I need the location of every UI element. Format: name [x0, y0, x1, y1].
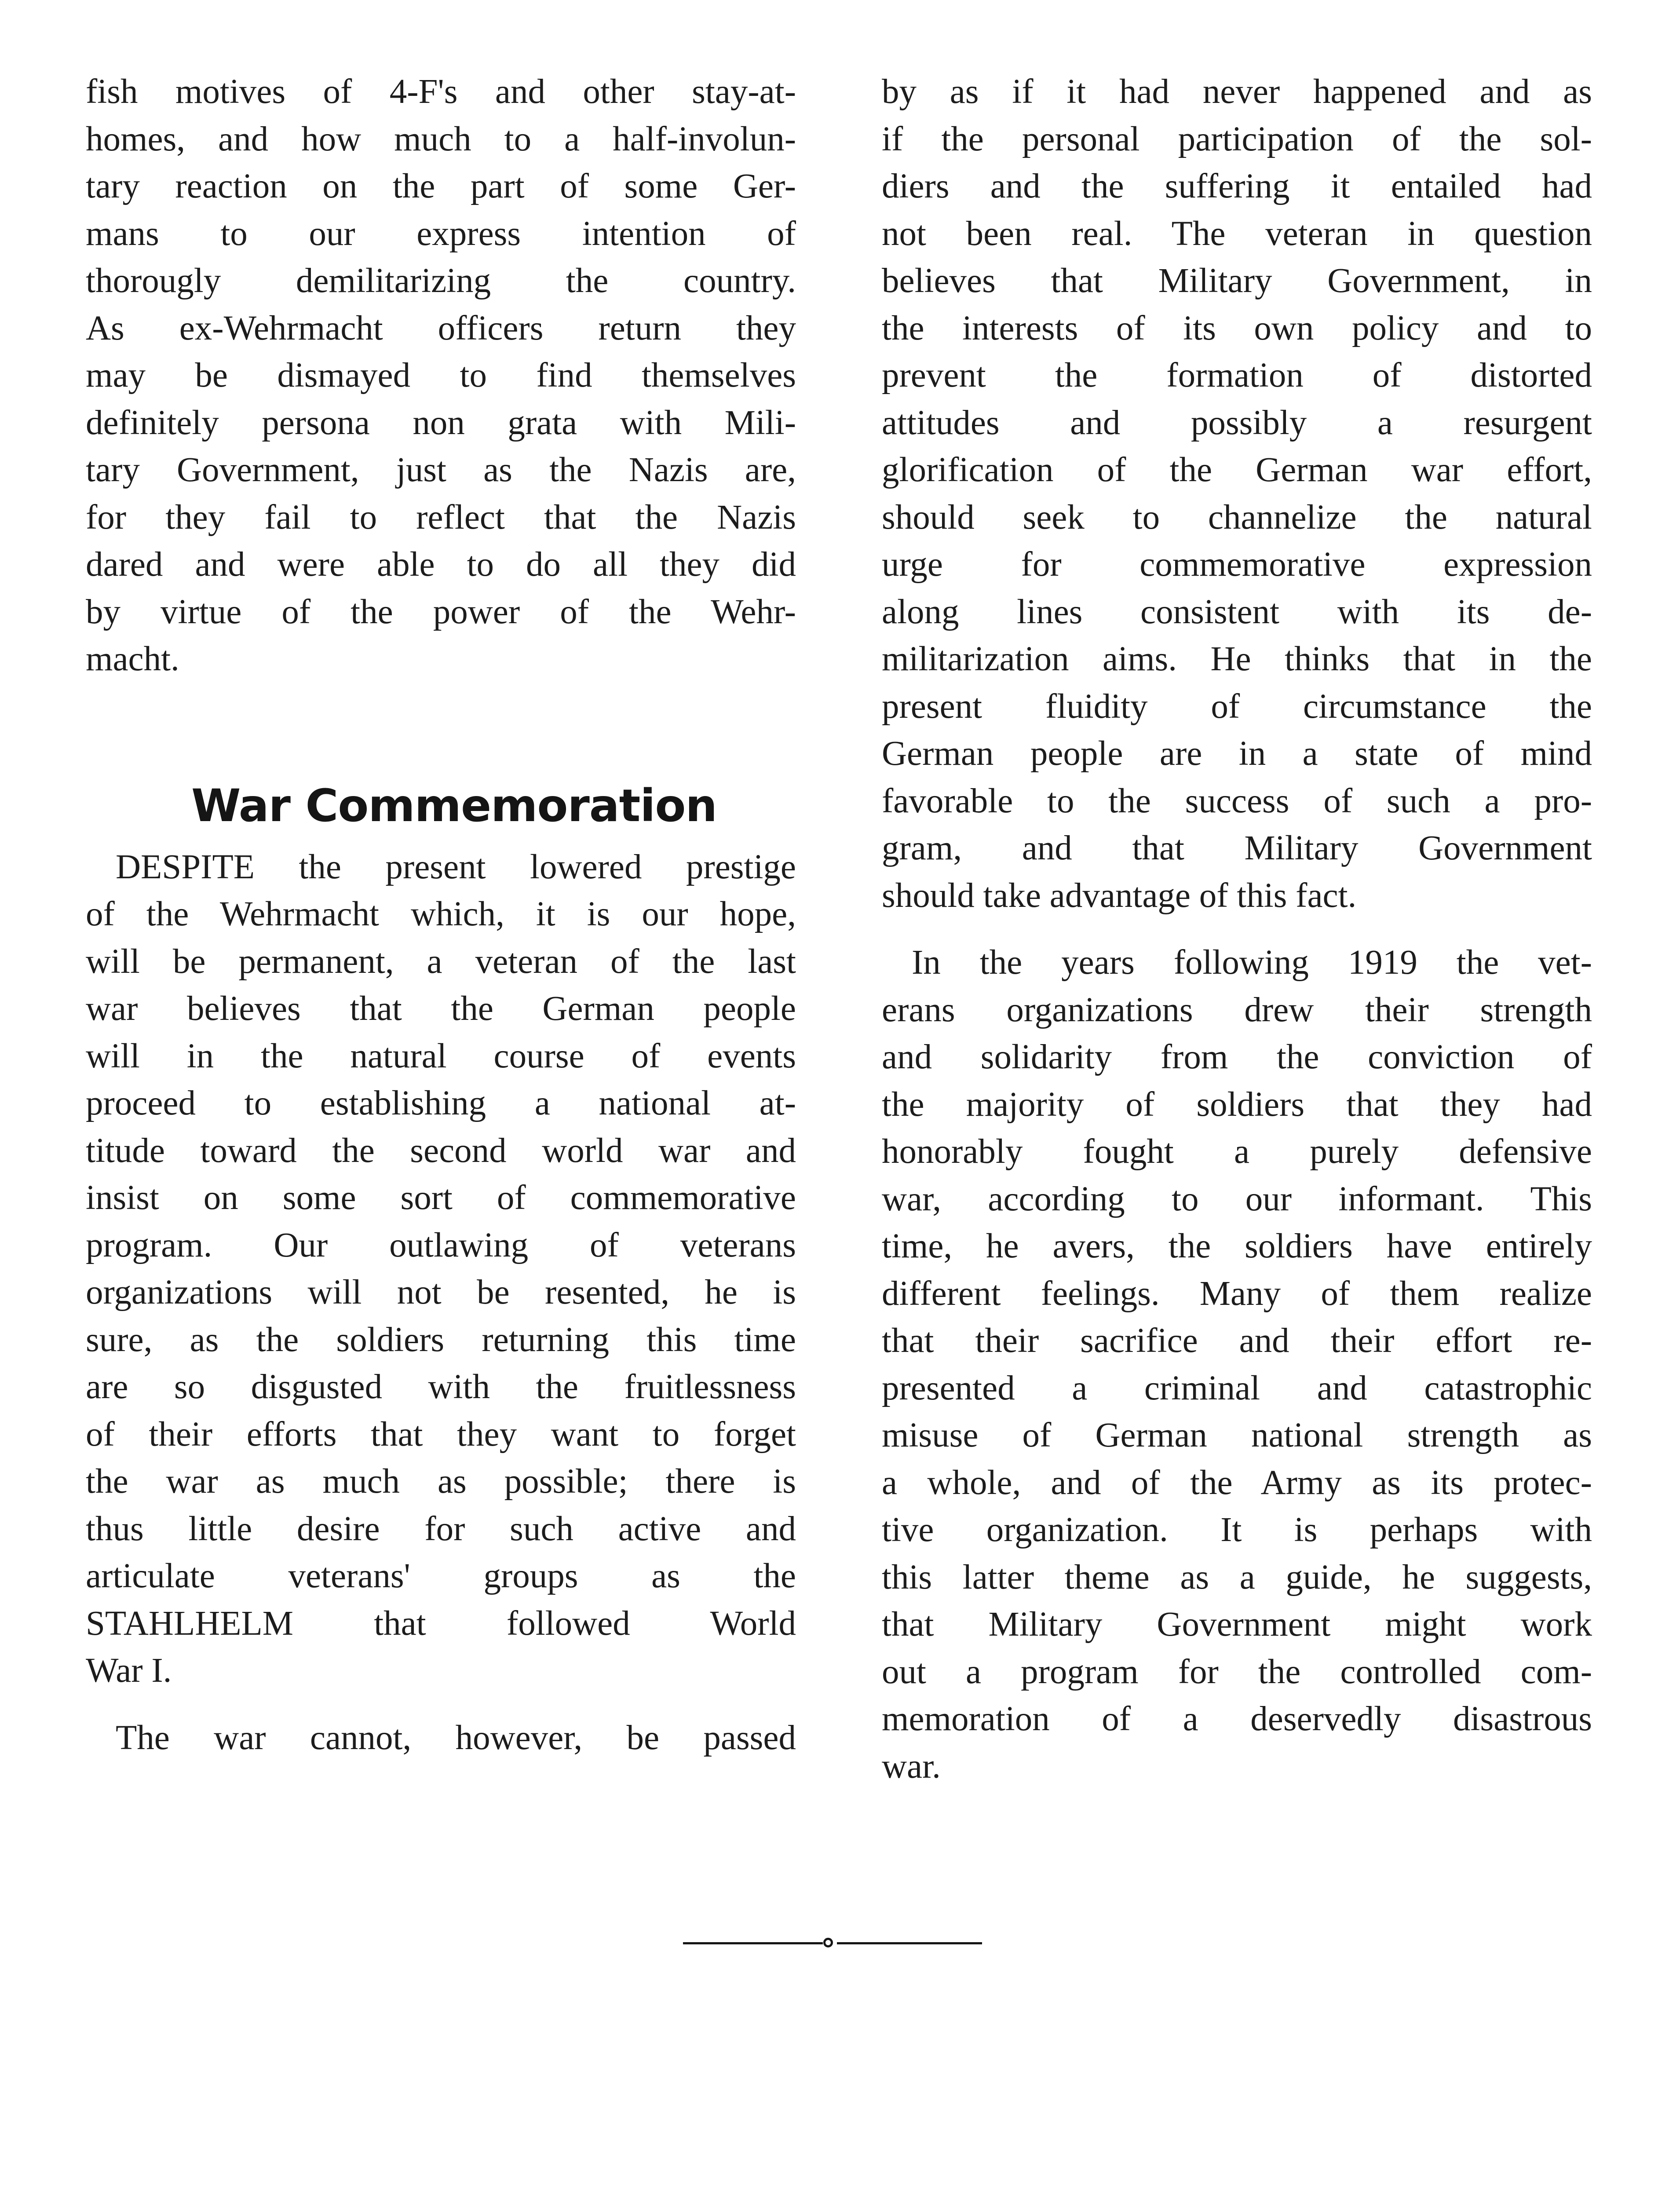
left-paragraph-1: [86, 68, 796, 683]
text-line: tary Government, just as the Nazis are,: [86, 451, 796, 489]
text-line: favorable to the success of such a pro-: [882, 782, 1592, 820]
text-line: war, according to our informant. This: [882, 1180, 1592, 1218]
text-line: the war as much as possible; there is: [86, 1462, 796, 1501]
text-line: that their sacrifice and their effort re-: [882, 1322, 1592, 1360]
text-line: this latter theme as a guide, he suggests,: [882, 1558, 1592, 1596]
text-line: mans to our express intention of: [86, 214, 796, 253]
text-line: War I.: [86, 1651, 172, 1690]
text-line: thorougly demilitarizing the country.: [86, 262, 796, 300]
text-line: will in the natural course of events: [86, 1037, 796, 1075]
text-line: program. Our outlawing of veterans: [86, 1226, 796, 1264]
right-column: [882, 68, 1592, 1790]
text-line: out a program for the controlled com-: [882, 1652, 1592, 1691]
text-line: urge for commemorative expression: [882, 545, 1592, 584]
text-line: thus little desire for such active and: [86, 1509, 796, 1548]
section-heading: War Commemoration: [191, 779, 717, 832]
text-line: honorably fought a purely defensive: [882, 1132, 1592, 1171]
text-line: titude toward the second world war and: [86, 1131, 796, 1170]
text-line: and solidarity from the conviction of: [882, 1038, 1592, 1076]
text-line: tive organization. It is perhaps with: [882, 1511, 1592, 1549]
separator-rule-right: [837, 1942, 982, 1944]
text-line: DESPITE the present lowered prestige: [116, 847, 796, 886]
text-line: war.: [882, 1747, 941, 1786]
text-line: time, he avers, the soldiers have entirely: [882, 1227, 1592, 1265]
right-paragraph-2: [882, 939, 1592, 1790]
text-line: the majority of soldiers that they had: [882, 1085, 1592, 1124]
text-line: a whole, and of the Army as its protec-: [882, 1463, 1592, 1502]
text-line: if the personal participation of the sol-: [882, 120, 1592, 158]
text-line: may be dismayed to find themselves: [86, 356, 796, 395]
text-line: war believes that the German people: [86, 990, 796, 1028]
text-line: gram, and that Military Government: [882, 829, 1592, 867]
text-line: dared and were able to do all they did: [86, 545, 796, 584]
text-line: articulate veterans' groups as the: [86, 1557, 796, 1595]
text-line: STAHLHELM that followed World: [86, 1604, 796, 1643]
text-line: diers and the suffering it entailed had: [882, 167, 1592, 205]
text-line: German people are in a state of mind: [882, 734, 1592, 773]
text-line: definitely persona non grata with Mili-: [86, 403, 796, 442]
text-line: In the years following 1919 the vet-: [912, 943, 1592, 982]
text-line: of their efforts that they want to forget: [86, 1415, 796, 1454]
text-line: should seek to channelize the natural: [882, 498, 1592, 537]
text-line: The war cannot, however, be passed: [116, 1718, 796, 1757]
text-line: by virtue of the power of the Wehr-: [86, 592, 796, 631]
left-column: [86, 68, 796, 1761]
text-line: present fluidity of circumstance the: [882, 687, 1592, 726]
text-line: believes that Military Government, in: [882, 262, 1592, 300]
separator-circle-ornament: [823, 1938, 833, 1947]
text-line: of the Wehrmacht which, it is our hope,: [86, 895, 796, 933]
text-line: organizations will not be resented, he is: [86, 1273, 796, 1311]
text-line: As ex-Wehrmacht officers return they: [86, 309, 796, 347]
text-line: the interests of its own policy and to: [882, 309, 1592, 347]
text-line: sure, as the soldiers returning this time: [86, 1320, 796, 1359]
spacer: [882, 919, 1592, 939]
text-line: for they fail to reflect that the Nazis: [86, 498, 796, 537]
text-line: not been real. The veteran in question: [882, 214, 1592, 253]
spacer: [86, 683, 796, 778]
text-line: different feelings. Many of them realize: [882, 1274, 1592, 1313]
section-separator: [683, 1934, 982, 1952]
text-line: macht.: [86, 640, 179, 678]
text-line: erans organizations drew their strength: [882, 990, 1592, 1029]
text-line: that Military Government might work: [882, 1605, 1592, 1644]
text-line: glorification of the German war effort,: [882, 451, 1592, 489]
text-line: memoration of a deservedly disastrous: [882, 1700, 1592, 1738]
text-line: by as if it had never happened and as: [882, 73, 1592, 111]
text-line: militarization aims. He thinks that in the: [882, 640, 1592, 678]
text-line: homes, and how much to a half-involun-: [86, 120, 796, 158]
text-line: attitudes and possibly a resurgent: [882, 403, 1592, 442]
text-line: will be permanent, a veteran of the last: [86, 942, 796, 981]
left-paragraph-2: [86, 844, 796, 1695]
separator-rule-left: [683, 1942, 823, 1944]
text-line: fish motives of 4-F's and other stay-at-: [86, 73, 796, 111]
left-paragraph-3: [86, 1714, 796, 1762]
text-line: are so disgusted with the fruitlessness: [86, 1368, 796, 1406]
text-line: proceed to establishing a national at-: [86, 1084, 796, 1122]
text-line: prevent the formation of distorted: [882, 356, 1592, 395]
spacer: [86, 1695, 796, 1714]
text-line: tary reaction on the part of some Ger-: [86, 167, 796, 205]
text-line: along lines consistent with its de-: [882, 592, 1592, 631]
text-line: should take advantage of this fact.: [882, 876, 1357, 915]
right-paragraph-1: [882, 68, 1592, 919]
text-line: presented a criminal and catastrophic: [882, 1369, 1592, 1407]
text-line: insist on some sort of commemorative: [86, 1179, 796, 1217]
text-line: misuse of German national strength as: [882, 1416, 1592, 1454]
